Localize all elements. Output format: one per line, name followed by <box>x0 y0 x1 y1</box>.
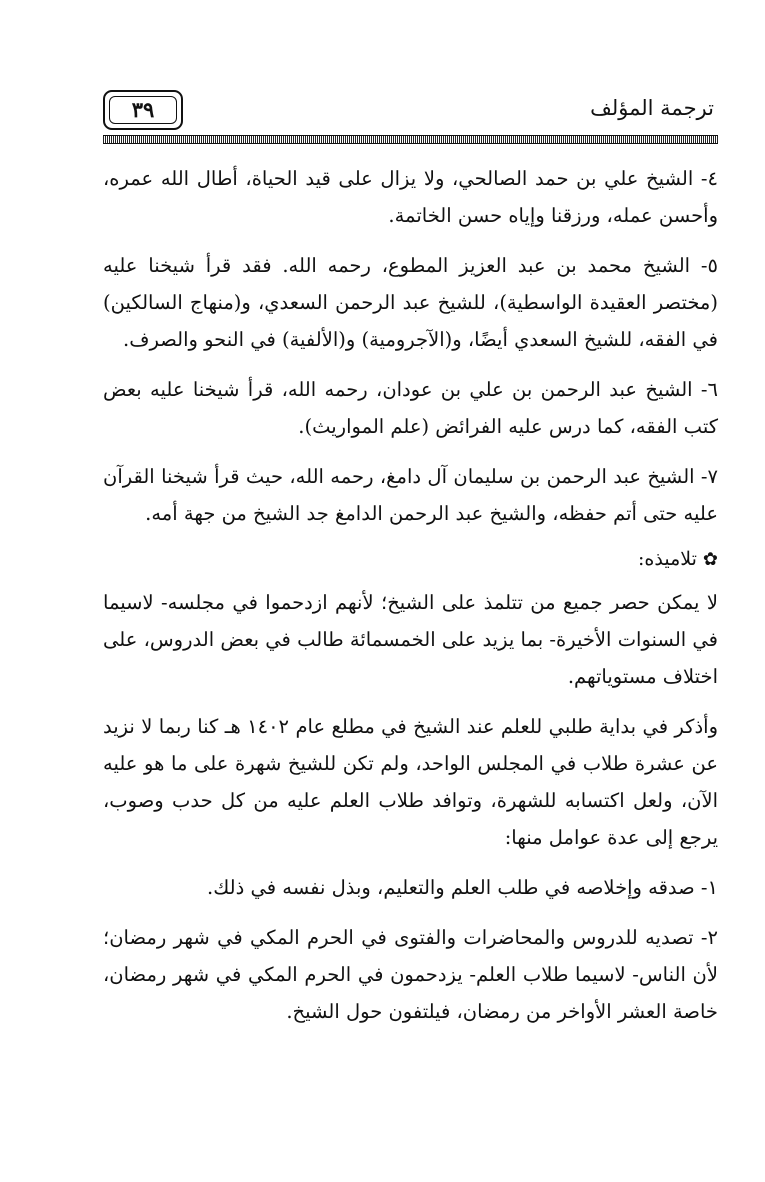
flower-ornament-icon: ✿ <box>702 549 718 570</box>
students-paragraph-2: وأذكر في بداية طلبي للعلم عند الشيخ في مطلع عام ١٤٠٢ هـ كنا ربما لا نزيد عن عشرة طلاب في المجلس الواحد، ولم تكن للشيخ شهرة على ما هو عليه الآن، ولعل اكتسابه للشهرة، وتوافد طلاب العلم عليه من كل حدب وصوب، يرجع إلى عدة عوامل منها: <box>103 715 718 849</box>
teacher-item-6: ٦- الشيخ عبد الرحمن بن علي بن عودان، رحمه الله، قرأ شيخنا عليه بعض كتب الفقه، كما درس عليه الفرائض (علم المواريث). <box>103 378 718 438</box>
teacher-item-7: ٧- الشيخ عبد الرحمن بن سليمان آل دامغ، رحمه الله، حيث قرأ شيخنا القرآن عليه حتى أتم حفظه، والشيخ عبد الرحمن الدامغ جد الشيخ من جهة أمه. <box>103 465 718 525</box>
running-title: ترجمة المؤلف <box>590 96 714 120</box>
header-rule <box>103 135 718 144</box>
teacher-item-5: ٥- الشيخ محمد بن عبد العزيز المطوع، رحمه الله. فقد قرأ شيخنا عليه (مختصر العقيدة الواسطية)، للشيخ عبد الرحمن السعدي، و(منهاج السالكين) في الفقه، للشيخ السعدي أيضًا، و(الآجرومية) و(الألفية) في النحو والصرف. <box>103 254 718 351</box>
students-paragraph-1: لا يمكن حصر جميع من تتلمذ على الشيخ؛ لأنهم ازدحموا في مجلسه- لاسيما في السنوات الأخيرة- بما يزيد على الخمسمائة طالب في بعض الدروس، على اختلاف مستوياتهم. <box>103 591 718 688</box>
page-header <box>103 90 718 146</box>
factor-item-1: ١- صدقه وإخلاصه في طلب العلم والتعليم، وبذل نفسه في ذلك. <box>207 876 718 899</box>
page-body <box>103 160 718 1043</box>
factor-item-2: ٢- تصديه للدروس والمحاضرات والفتوى في الحرم المكي في شهر رمضان؛ لأن الناس- لاسيما طلاب العلم- يزدحمون في الحرم المكي في شهر رمضان، خاصة العشر الأواخر من رمضان، فيلتفون حول الشيخ. <box>103 926 718 1023</box>
students-heading: تلاميذه: <box>638 548 697 570</box>
teacher-item-4: ٤- الشيخ علي بن حمد الصالحي، ولا يزال على قيد الحياة، أطال الله عمره، وأحسن عمله، ورزقنا وإياه حسن الخاتمة. <box>103 167 718 227</box>
students-heading-line <box>103 541 718 578</box>
page-number: ٣٩ <box>131 97 155 122</box>
